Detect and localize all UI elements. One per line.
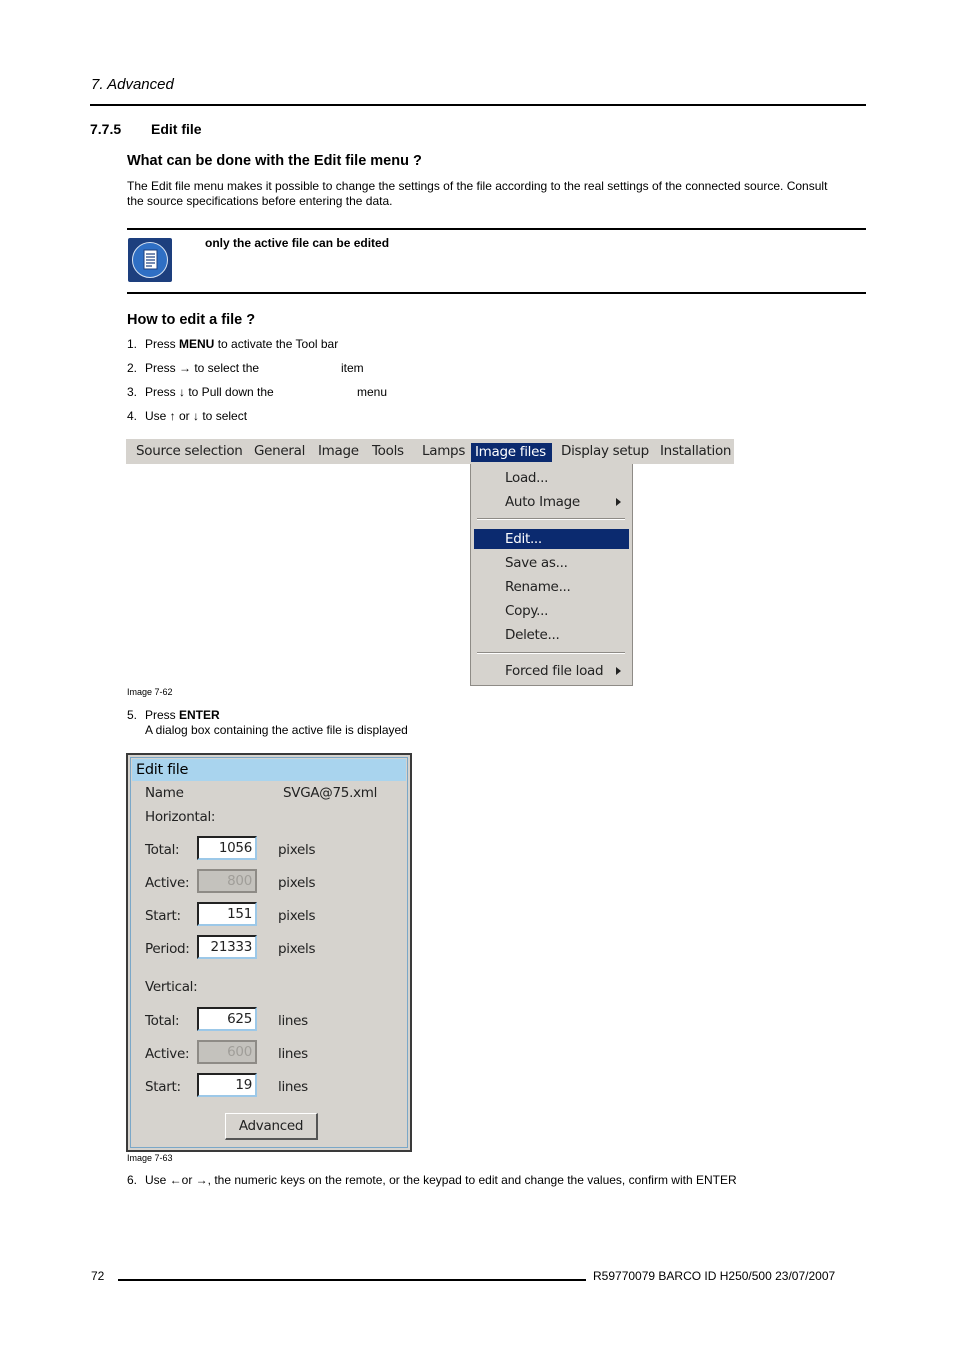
step-text: to activate the Tool bar	[214, 337, 339, 351]
note-rule-bottom	[127, 292, 866, 294]
section-title-text: Edit file	[151, 121, 202, 137]
menu-item-load[interactable]: Load...	[505, 470, 549, 486]
menu-separator	[477, 518, 625, 520]
h-active-field: 800	[197, 869, 257, 893]
v-start-label: Start:	[145, 1079, 181, 1095]
step-text: Press → to select the	[145, 361, 260, 375]
step-6	[127, 1173, 737, 1187]
step-number: 2.	[127, 361, 138, 375]
v-start-field[interactable]: 19	[197, 1073, 257, 1097]
key-menu: MENU	[179, 337, 215, 351]
section-number: 7.7.5	[90, 121, 122, 137]
step-number: 1.	[127, 337, 138, 351]
h-start-label: Start:	[145, 908, 181, 924]
page-number: 72	[91, 1269, 105, 1283]
step-text: Press	[145, 708, 180, 722]
what-paragraph-line2: the source specifications before entering the data.	[127, 194, 393, 208]
menu-item-forced-file-load[interactable]	[474, 661, 629, 681]
menu-image[interactable]: Image	[318, 443, 359, 459]
step-3	[127, 385, 274, 399]
step-5	[127, 708, 220, 722]
step-number: 6.	[127, 1173, 138, 1187]
h-period-label: Period:	[145, 941, 190, 957]
menu-item-rename[interactable]: Rename...	[505, 579, 571, 595]
how-heading: How to edit a file ?	[127, 312, 256, 328]
note-icon	[128, 238, 172, 282]
submenu-arrow-icon	[616, 498, 621, 506]
menu-general[interactable]: General	[254, 443, 306, 459]
name-label: Name	[145, 785, 184, 801]
menu-image-files[interactable]: Image files	[471, 443, 552, 462]
menu-item-save-as[interactable]: Save as...	[505, 555, 568, 571]
step-text: Use ←or →, the numeric keys on the remote, or the keypad to edit and change the values, confirm with ENTER	[145, 1173, 737, 1187]
submenu-arrow-icon	[616, 667, 621, 675]
step-4	[127, 409, 247, 423]
key-enter: ENTER	[179, 708, 220, 722]
step-2	[127, 361, 259, 375]
dialog-title: Edit file	[132, 759, 406, 781]
h-active-label: Active:	[145, 875, 190, 891]
name-value: SVGA@75.xml	[283, 785, 378, 801]
v-total-unit: lines	[278, 1013, 308, 1029]
menu-installation[interactable]: Installation	[660, 443, 732, 459]
h-total-field[interactable]: 1056	[197, 836, 257, 860]
v-active-label: Active:	[145, 1046, 190, 1062]
note-text: only the active file can be edited	[205, 236, 390, 250]
step-number: 5.	[127, 708, 138, 722]
h-period-unit: pixels	[278, 941, 316, 957]
step-number: 4.	[127, 409, 138, 423]
edit-file-dialog	[126, 753, 412, 1152]
section-title	[90, 121, 202, 137]
vertical-label: Vertical:	[145, 979, 198, 995]
v-total-field[interactable]: 625	[197, 1007, 257, 1031]
menu-item-copy[interactable]: Copy...	[505, 603, 549, 619]
v-start-unit: lines	[278, 1079, 308, 1095]
step-text: Press ↓ to Pull down the	[145, 385, 274, 399]
v-total-label: Total:	[145, 1013, 180, 1029]
menu-item-label: Auto Image	[505, 494, 580, 510]
h-period-field[interactable]: 21333	[197, 935, 257, 959]
v-active-field: 600	[197, 1040, 257, 1064]
menu-display-setup[interactable]: Display setup	[561, 443, 649, 459]
menu-item-auto-image[interactable]	[474, 492, 629, 512]
step-text: Use ↑ or ↓ to select	[145, 409, 248, 423]
h-active-unit: pixels	[278, 875, 316, 891]
horizontal-label: Horizontal:	[145, 809, 216, 825]
header-rule	[90, 104, 866, 106]
menu-bar	[126, 439, 734, 464]
step-3-tail: menu	[357, 385, 388, 399]
what-heading: What can be done with the Edit file menu ?	[127, 153, 422, 169]
what-paragraph	[127, 179, 872, 209]
menu-item-edit[interactable]: Edit...	[474, 529, 629, 549]
menu-lamps[interactable]: Lamps	[422, 443, 466, 459]
footer-doc-id: R59770079 BARCO ID H250/500 23/07/2007	[593, 1269, 836, 1283]
step-1	[127, 337, 338, 351]
image-files-dropdown	[470, 464, 633, 686]
v-active-unit: lines	[278, 1046, 308, 1062]
step-number: 3.	[127, 385, 138, 399]
advanced-button[interactable]: Advanced	[225, 1113, 318, 1140]
h-start-unit: pixels	[278, 908, 316, 924]
h-start-field[interactable]: 151	[197, 902, 257, 926]
note-rule-top	[127, 228, 866, 230]
step-2-tail: item	[341, 361, 364, 375]
what-paragraph-line1: The Edit file menu makes it possible to change the settings of the file according to the real settings of the connected source. Consult	[127, 179, 828, 193]
h-total-label: Total:	[145, 842, 180, 858]
menu-item-delete[interactable]: Delete...	[505, 627, 560, 643]
menu-item-label: Forced file load	[505, 663, 604, 679]
image-caption-2: Image 7-63	[127, 1153, 173, 1163]
chapter-header: 7. Advanced	[91, 76, 174, 93]
footer-rule	[118, 1279, 586, 1281]
menu-separator	[477, 652, 625, 654]
image-caption-1: Image 7-62	[127, 687, 173, 697]
menu-source-selection[interactable]: Source selection	[136, 443, 243, 459]
step-text: Press	[145, 337, 180, 351]
step-5-detail: A dialog box containing the active file is displayed	[145, 723, 408, 737]
h-total-unit: pixels	[278, 842, 316, 858]
menu-tools[interactable]: Tools	[372, 443, 404, 459]
